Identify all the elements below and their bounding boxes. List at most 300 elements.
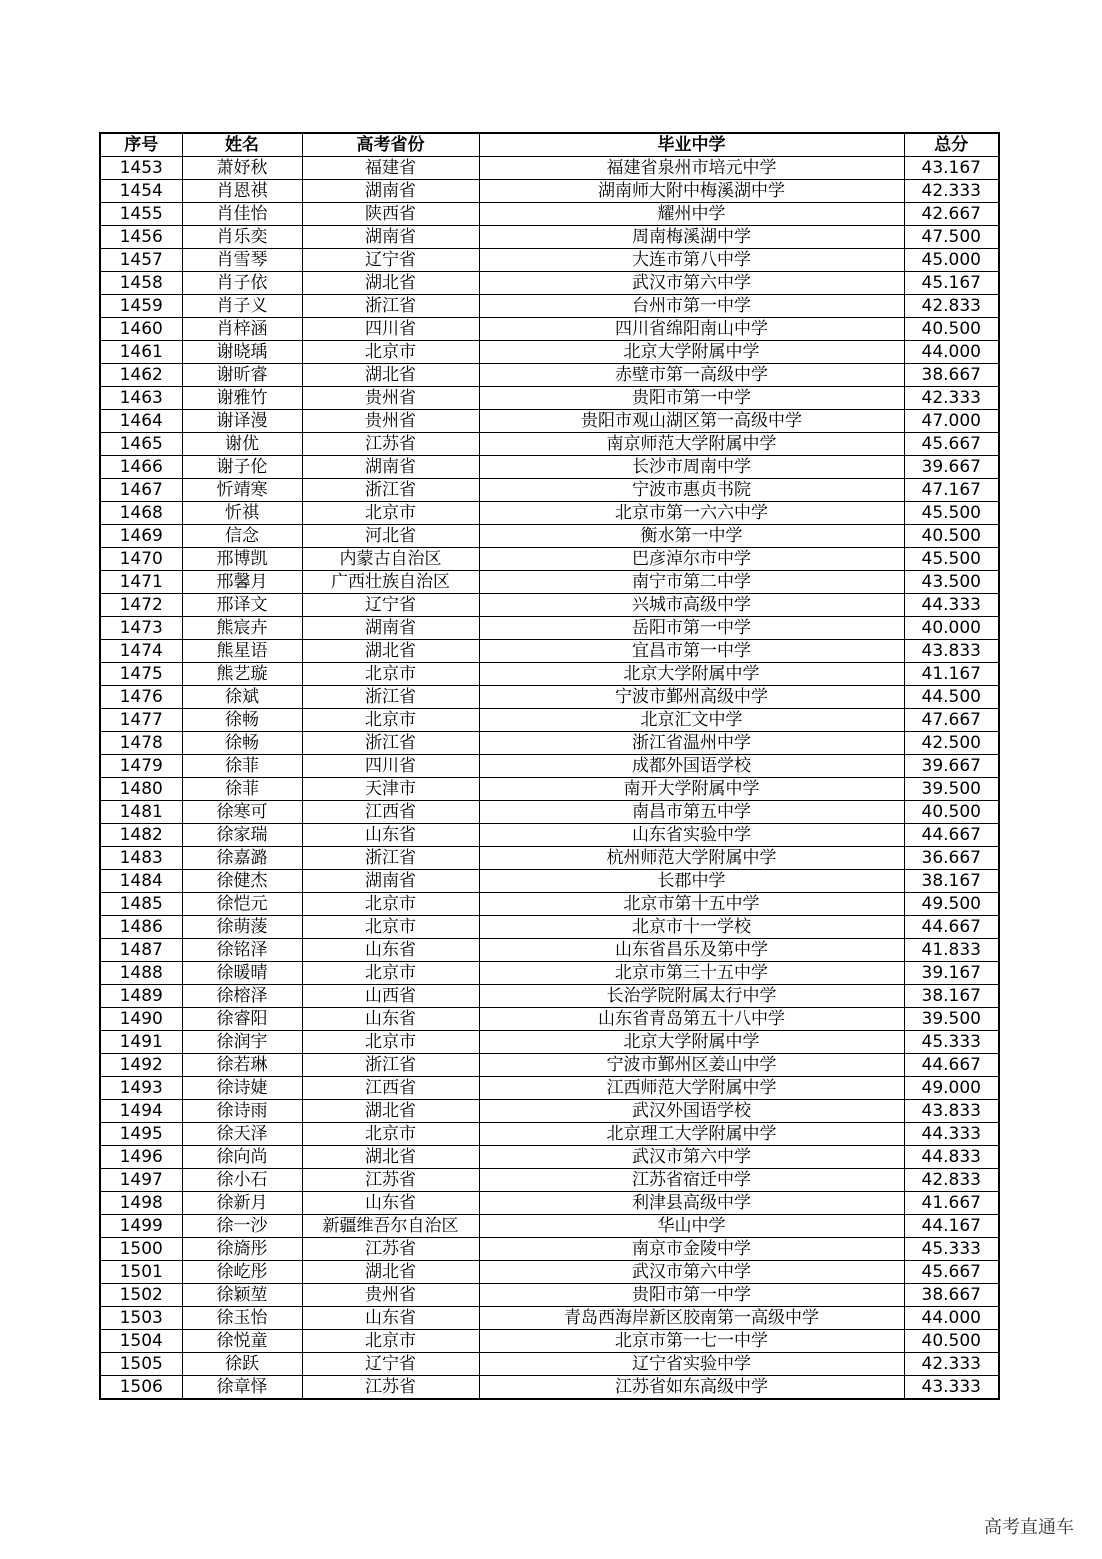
table-row xyxy=(100,1261,999,1284)
cell-index: 1471 xyxy=(100,571,182,594)
cell-index: 1487 xyxy=(100,939,182,962)
cell-province: 山东省 xyxy=(302,1192,479,1215)
cell-index: 1497 xyxy=(100,1169,182,1192)
table-row xyxy=(100,433,999,456)
cell-school: 北京汇文中学 xyxy=(479,709,904,732)
cell-name: 徐恺元 xyxy=(182,893,302,916)
cell-score: 44.333 xyxy=(904,594,999,617)
table-row xyxy=(100,525,999,548)
cell-index: 1488 xyxy=(100,962,182,985)
cell-school: 岳阳市第一中学 xyxy=(479,617,904,640)
cell-index: 1461 xyxy=(100,341,182,364)
cell-province: 陕西省 xyxy=(302,203,479,226)
cell-score: 38.167 xyxy=(904,985,999,1008)
table-row xyxy=(100,847,999,870)
table-row xyxy=(100,203,999,226)
table-row xyxy=(100,985,999,1008)
table-row xyxy=(100,1031,999,1054)
cell-school: 长沙市周南中学 xyxy=(479,456,904,479)
cell-score: 39.500 xyxy=(904,1008,999,1031)
cell-score: 36.667 xyxy=(904,847,999,870)
cell-name: 肖梓涵 xyxy=(182,318,302,341)
cell-name: 徐铭泽 xyxy=(182,939,302,962)
cell-school: 大连市第八中学 xyxy=(479,249,904,272)
cell-score: 45.500 xyxy=(904,502,999,525)
cell-score: 38.167 xyxy=(904,870,999,893)
cell-name: 熊艺璇 xyxy=(182,663,302,686)
cell-school: 北京大学附属中学 xyxy=(479,1031,904,1054)
table-row xyxy=(100,870,999,893)
cell-score: 42.500 xyxy=(904,732,999,755)
cell-index: 1475 xyxy=(100,663,182,686)
cell-index: 1462 xyxy=(100,364,182,387)
cell-province: 湖南省 xyxy=(302,226,479,249)
cell-school: 南京师范大学附属中学 xyxy=(479,433,904,456)
table-row xyxy=(100,1307,999,1330)
cell-name: 徐嘉潞 xyxy=(182,847,302,870)
table-row xyxy=(100,1123,999,1146)
table-row xyxy=(100,1008,999,1031)
table-row xyxy=(100,640,999,663)
cell-province: 四川省 xyxy=(302,318,479,341)
cell-province: 北京市 xyxy=(302,341,479,364)
table-row xyxy=(100,226,999,249)
cell-index: 1473 xyxy=(100,617,182,640)
cell-school: 赤壁市第一高级中学 xyxy=(479,364,904,387)
header-name: 姓名 xyxy=(182,133,302,157)
table-row xyxy=(100,410,999,433)
score-table xyxy=(99,132,1000,1400)
cell-name: 萧妤秋 xyxy=(182,157,302,180)
cell-province: 贵州省 xyxy=(302,387,479,410)
cell-province: 江苏省 xyxy=(302,1376,479,1400)
cell-score: 45.667 xyxy=(904,1261,999,1284)
cell-score: 43.833 xyxy=(904,1100,999,1123)
cell-name: 徐斌 xyxy=(182,686,302,709)
table-row xyxy=(100,1054,999,1077)
cell-name: 徐睿阳 xyxy=(182,1008,302,1031)
table-row xyxy=(100,571,999,594)
cell-score: 42.333 xyxy=(904,180,999,203)
cell-score: 38.667 xyxy=(904,1284,999,1307)
cell-province: 辽宁省 xyxy=(302,1353,479,1376)
cell-index: 1482 xyxy=(100,824,182,847)
cell-school: 利津县高级中学 xyxy=(479,1192,904,1215)
table-row xyxy=(100,1376,999,1400)
cell-index: 1506 xyxy=(100,1376,182,1400)
table-row xyxy=(100,801,999,824)
cell-name: 徐榕泽 xyxy=(182,985,302,1008)
cell-school: 兴城市高级中学 xyxy=(479,594,904,617)
cell-index: 1459 xyxy=(100,295,182,318)
cell-name: 徐润宇 xyxy=(182,1031,302,1054)
cell-school: 贵阳市第一中学 xyxy=(479,387,904,410)
cell-index: 1486 xyxy=(100,916,182,939)
cell-index: 1460 xyxy=(100,318,182,341)
table-row xyxy=(100,1192,999,1215)
cell-school: 北京市第一六六中学 xyxy=(479,502,904,525)
cell-school: 北京市十一学校 xyxy=(479,916,904,939)
cell-school: 北京市第一七一中学 xyxy=(479,1330,904,1353)
cell-score: 39.667 xyxy=(904,456,999,479)
table-row xyxy=(100,1330,999,1353)
header-row xyxy=(100,133,999,157)
cell-index: 1504 xyxy=(100,1330,182,1353)
table-row xyxy=(100,732,999,755)
cell-name: 徐畅 xyxy=(182,709,302,732)
cell-name: 忻祺 xyxy=(182,502,302,525)
table-row xyxy=(100,1238,999,1261)
cell-name: 徐旖彤 xyxy=(182,1238,302,1261)
watermark: 高考直通车 xyxy=(984,1517,1074,1538)
cell-index: 1483 xyxy=(100,847,182,870)
cell-score: 41.167 xyxy=(904,663,999,686)
cell-province: 天津市 xyxy=(302,778,479,801)
cell-score: 38.667 xyxy=(904,364,999,387)
cell-index: 1495 xyxy=(100,1123,182,1146)
table-row xyxy=(100,1353,999,1376)
cell-school: 宁波市惠贞书院 xyxy=(479,479,904,502)
cell-name: 徐寒可 xyxy=(182,801,302,824)
cell-name: 徐屹彤 xyxy=(182,1261,302,1284)
header-score: 总分 xyxy=(904,133,999,157)
cell-score: 45.500 xyxy=(904,548,999,571)
cell-score: 40.500 xyxy=(904,801,999,824)
cell-index: 1489 xyxy=(100,985,182,1008)
cell-score: 45.167 xyxy=(904,272,999,295)
cell-school: 宜昌市第一中学 xyxy=(479,640,904,663)
cell-score: 39.667 xyxy=(904,755,999,778)
cell-name: 徐小石 xyxy=(182,1169,302,1192)
cell-score: 43.167 xyxy=(904,157,999,180)
cell-school: 成都外国语学校 xyxy=(479,755,904,778)
cell-province: 贵州省 xyxy=(302,1284,479,1307)
cell-index: 1476 xyxy=(100,686,182,709)
cell-province: 江西省 xyxy=(302,801,479,824)
cell-score: 47.000 xyxy=(904,410,999,433)
table-row xyxy=(100,893,999,916)
cell-index: 1490 xyxy=(100,1008,182,1031)
cell-index: 1479 xyxy=(100,755,182,778)
table-row xyxy=(100,180,999,203)
table-body xyxy=(100,157,999,1400)
cell-index: 1485 xyxy=(100,893,182,916)
cell-score: 45.333 xyxy=(904,1031,999,1054)
cell-score: 43.500 xyxy=(904,571,999,594)
cell-index: 1478 xyxy=(100,732,182,755)
table-row xyxy=(100,1146,999,1169)
cell-index: 1480 xyxy=(100,778,182,801)
cell-score: 40.000 xyxy=(904,617,999,640)
cell-name: 徐萌蔆 xyxy=(182,916,302,939)
cell-province: 北京市 xyxy=(302,1330,479,1353)
cell-name: 肖子义 xyxy=(182,295,302,318)
table-row xyxy=(100,272,999,295)
cell-score: 40.500 xyxy=(904,525,999,548)
cell-school: 北京大学附属中学 xyxy=(479,663,904,686)
cell-name: 肖佳怡 xyxy=(182,203,302,226)
cell-province: 北京市 xyxy=(302,1031,479,1054)
table-row xyxy=(100,939,999,962)
table-row xyxy=(100,249,999,272)
cell-province: 北京市 xyxy=(302,893,479,916)
cell-name: 徐一沙 xyxy=(182,1215,302,1238)
cell-name: 谢子伦 xyxy=(182,456,302,479)
cell-province: 浙江省 xyxy=(302,686,479,709)
cell-name: 肖乐奕 xyxy=(182,226,302,249)
cell-province: 湖南省 xyxy=(302,180,479,203)
cell-school: 北京大学附属中学 xyxy=(479,341,904,364)
cell-index: 1474 xyxy=(100,640,182,663)
cell-school: 湖南师大附中梅溪湖中学 xyxy=(479,180,904,203)
table-header xyxy=(100,133,999,157)
cell-province: 湖北省 xyxy=(302,1146,479,1169)
table-row xyxy=(100,364,999,387)
cell-name: 徐诗雨 xyxy=(182,1100,302,1123)
cell-school: 巴彦淖尔市中学 xyxy=(479,548,904,571)
cell-score: 45.333 xyxy=(904,1238,999,1261)
table-row xyxy=(100,1077,999,1100)
cell-score: 44.833 xyxy=(904,1146,999,1169)
cell-score: 44.000 xyxy=(904,341,999,364)
cell-name: 谢昕睿 xyxy=(182,364,302,387)
cell-province: 湖北省 xyxy=(302,1261,479,1284)
cell-score: 44.667 xyxy=(904,1054,999,1077)
cell-name: 徐家瑞 xyxy=(182,824,302,847)
cell-school: 江苏省如东高级中学 xyxy=(479,1376,904,1400)
cell-score: 43.333 xyxy=(904,1376,999,1400)
cell-school: 武汉市第六中学 xyxy=(479,1261,904,1284)
cell-school: 辽宁省实验中学 xyxy=(479,1353,904,1376)
cell-province: 北京市 xyxy=(302,916,479,939)
cell-name: 徐颖堃 xyxy=(182,1284,302,1307)
cell-index: 1456 xyxy=(100,226,182,249)
cell-province: 山东省 xyxy=(302,1008,479,1031)
cell-school: 贵阳市第一中学 xyxy=(479,1284,904,1307)
table-row xyxy=(100,663,999,686)
cell-province: 湖北省 xyxy=(302,1100,479,1123)
cell-school: 福建省泉州市培元中学 xyxy=(479,157,904,180)
cell-school: 宁波市鄞州区姜山中学 xyxy=(479,1054,904,1077)
cell-province: 湖南省 xyxy=(302,456,479,479)
cell-school: 华山中学 xyxy=(479,1215,904,1238)
cell-province: 北京市 xyxy=(302,962,479,985)
cell-name: 徐诗婕 xyxy=(182,1077,302,1100)
cell-name: 谢优 xyxy=(182,433,302,456)
cell-school: 宁波市鄞州高级中学 xyxy=(479,686,904,709)
cell-score: 40.500 xyxy=(904,318,999,341)
cell-school: 浙江省温州中学 xyxy=(479,732,904,755)
cell-index: 1477 xyxy=(100,709,182,732)
cell-province: 辽宁省 xyxy=(302,249,479,272)
cell-name: 忻靖寒 xyxy=(182,479,302,502)
cell-index: 1467 xyxy=(100,479,182,502)
cell-index: 1503 xyxy=(100,1307,182,1330)
header-province: 高考省份 xyxy=(302,133,479,157)
table-row xyxy=(100,617,999,640)
cell-score: 45.667 xyxy=(904,433,999,456)
cell-name: 徐畅 xyxy=(182,732,302,755)
cell-province: 浙江省 xyxy=(302,732,479,755)
cell-school: 武汉外国语学校 xyxy=(479,1100,904,1123)
cell-index: 1481 xyxy=(100,801,182,824)
cell-score: 42.333 xyxy=(904,387,999,410)
cell-index: 1458 xyxy=(100,272,182,295)
cell-school: 山东省昌乐及第中学 xyxy=(479,939,904,962)
cell-name: 徐向尚 xyxy=(182,1146,302,1169)
cell-name: 肖子依 xyxy=(182,272,302,295)
table-row xyxy=(100,548,999,571)
cell-name: 邢博凯 xyxy=(182,548,302,571)
cell-score: 47.667 xyxy=(904,709,999,732)
header-index: 序号 xyxy=(100,133,182,157)
cell-index: 1472 xyxy=(100,594,182,617)
table-row xyxy=(100,456,999,479)
header-school: 毕业中学 xyxy=(479,133,904,157)
cell-score: 42.333 xyxy=(904,1353,999,1376)
cell-school: 耀州中学 xyxy=(479,203,904,226)
cell-province: 贵州省 xyxy=(302,410,479,433)
cell-index: 1484 xyxy=(100,870,182,893)
cell-province: 内蒙古自治区 xyxy=(302,548,479,571)
table-row xyxy=(100,341,999,364)
cell-score: 41.833 xyxy=(904,939,999,962)
cell-province: 山东省 xyxy=(302,1307,479,1330)
cell-school: 周南梅溪湖中学 xyxy=(479,226,904,249)
cell-school: 长治学院附属太行中学 xyxy=(479,985,904,1008)
cell-school: 武汉市第六中学 xyxy=(479,272,904,295)
cell-name: 熊星语 xyxy=(182,640,302,663)
cell-score: 42.833 xyxy=(904,1169,999,1192)
cell-name: 熊宸卉 xyxy=(182,617,302,640)
cell-name: 徐跃 xyxy=(182,1353,302,1376)
cell-index: 1491 xyxy=(100,1031,182,1054)
cell-score: 43.833 xyxy=(904,640,999,663)
cell-score: 44.667 xyxy=(904,916,999,939)
table-row xyxy=(100,1100,999,1123)
cell-score: 44.333 xyxy=(904,1123,999,1146)
cell-school: 贵阳市观山湖区第一高级中学 xyxy=(479,410,904,433)
cell-province: 湖北省 xyxy=(302,364,479,387)
cell-name: 邢译文 xyxy=(182,594,302,617)
cell-index: 1502 xyxy=(100,1284,182,1307)
cell-score: 44.167 xyxy=(904,1215,999,1238)
table-row xyxy=(100,157,999,180)
cell-province: 浙江省 xyxy=(302,847,479,870)
cell-index: 1498 xyxy=(100,1192,182,1215)
cell-name: 徐暖晴 xyxy=(182,962,302,985)
table-row xyxy=(100,502,999,525)
cell-school: 台州市第一中学 xyxy=(479,295,904,318)
table-row xyxy=(100,1284,999,1307)
cell-name: 徐新月 xyxy=(182,1192,302,1215)
cell-score: 47.500 xyxy=(904,226,999,249)
cell-province: 北京市 xyxy=(302,663,479,686)
cell-school: 南开大学附属中学 xyxy=(479,778,904,801)
cell-province: 北京市 xyxy=(302,709,479,732)
cell-score: 41.667 xyxy=(904,1192,999,1215)
cell-province: 辽宁省 xyxy=(302,594,479,617)
cell-school: 杭州师范大学附属中学 xyxy=(479,847,904,870)
cell-school: 青岛西海岸新区胶南第一高级中学 xyxy=(479,1307,904,1330)
cell-index: 1494 xyxy=(100,1100,182,1123)
cell-school: 长郡中学 xyxy=(479,870,904,893)
cell-name: 徐菲 xyxy=(182,778,302,801)
cell-school: 山东省青岛第五十八中学 xyxy=(479,1008,904,1031)
table-row xyxy=(100,479,999,502)
cell-name: 徐若琳 xyxy=(182,1054,302,1077)
cell-province: 浙江省 xyxy=(302,479,479,502)
cell-score: 44.667 xyxy=(904,824,999,847)
cell-school: 武汉市第六中学 xyxy=(479,1146,904,1169)
table-row xyxy=(100,755,999,778)
table-row xyxy=(100,709,999,732)
table-row xyxy=(100,318,999,341)
cell-province: 新疆维吾尔自治区 xyxy=(302,1215,479,1238)
cell-province: 湖北省 xyxy=(302,640,479,663)
cell-province: 湖北省 xyxy=(302,272,479,295)
cell-school: 衡水第一中学 xyxy=(479,525,904,548)
cell-province: 浙江省 xyxy=(302,1054,479,1077)
cell-score: 47.167 xyxy=(904,479,999,502)
cell-school: 江西师范大学附属中学 xyxy=(479,1077,904,1100)
cell-index: 1499 xyxy=(100,1215,182,1238)
cell-school: 南宁市第二中学 xyxy=(479,571,904,594)
cell-index: 1493 xyxy=(100,1077,182,1100)
table-row xyxy=(100,962,999,985)
cell-index: 1500 xyxy=(100,1238,182,1261)
cell-province: 江苏省 xyxy=(302,1169,479,1192)
cell-name: 徐悦童 xyxy=(182,1330,302,1353)
cell-province: 江苏省 xyxy=(302,1238,479,1261)
cell-index: 1455 xyxy=(100,203,182,226)
cell-score: 44.500 xyxy=(904,686,999,709)
cell-score: 45.000 xyxy=(904,249,999,272)
cell-index: 1470 xyxy=(100,548,182,571)
cell-index: 1465 xyxy=(100,433,182,456)
cell-school: 北京理工大学附属中学 xyxy=(479,1123,904,1146)
cell-name: 肖雪琴 xyxy=(182,249,302,272)
cell-name: 徐天泽 xyxy=(182,1123,302,1146)
cell-index: 1457 xyxy=(100,249,182,272)
cell-score: 42.833 xyxy=(904,295,999,318)
cell-score: 42.667 xyxy=(904,203,999,226)
cell-name: 徐玉怡 xyxy=(182,1307,302,1330)
table-row xyxy=(100,686,999,709)
cell-name: 信念 xyxy=(182,525,302,548)
cell-index: 1468 xyxy=(100,502,182,525)
cell-school: 南京市金陵中学 xyxy=(479,1238,904,1261)
cell-province: 湖南省 xyxy=(302,870,479,893)
table-row xyxy=(100,824,999,847)
cell-score: 44.000 xyxy=(904,1307,999,1330)
cell-school: 北京市第三十五中学 xyxy=(479,962,904,985)
cell-school: 江苏省宿迁中学 xyxy=(479,1169,904,1192)
table-row xyxy=(100,387,999,410)
cell-index: 1454 xyxy=(100,180,182,203)
cell-school: 北京市第十五中学 xyxy=(479,893,904,916)
cell-name: 徐菲 xyxy=(182,755,302,778)
cell-school: 南昌市第五中学 xyxy=(479,801,904,824)
cell-province: 河北省 xyxy=(302,525,479,548)
table-row xyxy=(100,295,999,318)
cell-index: 1463 xyxy=(100,387,182,410)
cell-index: 1464 xyxy=(100,410,182,433)
cell-index: 1505 xyxy=(100,1353,182,1376)
table-row xyxy=(100,594,999,617)
cell-score: 39.167 xyxy=(904,962,999,985)
cell-score: 40.500 xyxy=(904,1330,999,1353)
